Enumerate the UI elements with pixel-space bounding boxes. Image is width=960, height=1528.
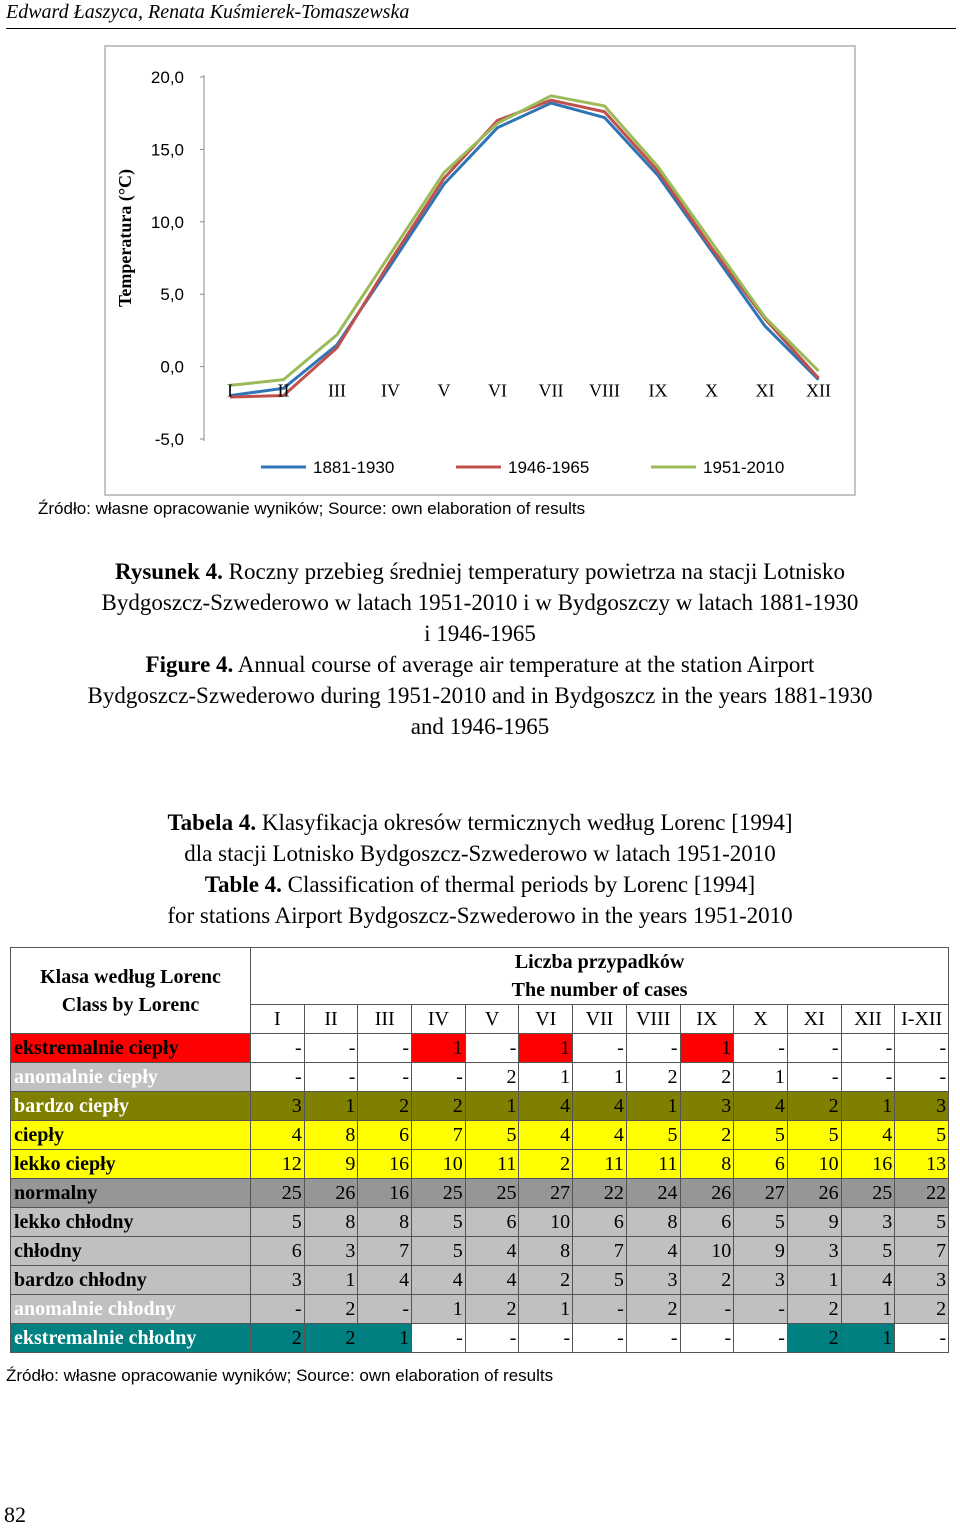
count-cell: 25: [841, 1179, 895, 1208]
count-cell: 2: [304, 1295, 358, 1324]
count-cell: 8: [304, 1208, 358, 1237]
month-header-cell: IX: [680, 1005, 734, 1034]
table-source: Źródło: własne opracowanie wyników; Source: own elaboration of results: [6, 1366, 554, 1385]
count-cell: 4: [251, 1121, 305, 1150]
count-cell: -: [304, 1034, 358, 1063]
count-cell: 4: [573, 1092, 627, 1121]
figure-caption: [0, 556, 960, 742]
count-cell: 1: [787, 1266, 841, 1295]
x-tick-label: IV: [381, 380, 400, 401]
count-cell: 25: [251, 1179, 305, 1208]
count-cell: 2: [787, 1295, 841, 1324]
count-cell: 2: [680, 1121, 734, 1150]
y-axis-label: Temperatura (°C): [115, 168, 135, 308]
count-cell: 4: [519, 1121, 573, 1150]
y-tick-label: 20,0: [150, 68, 184, 87]
count-cell: 3: [895, 1266, 949, 1295]
count-cell: 9: [304, 1150, 358, 1179]
count-cell: 2: [680, 1063, 734, 1092]
count-cell: 10: [680, 1237, 734, 1266]
chart-svg: [106, 47, 858, 498]
count-cell: 10: [412, 1150, 466, 1179]
x-tick-label: VII: [538, 380, 564, 401]
count-cell: 1: [519, 1063, 573, 1092]
count-cell: 2: [680, 1266, 734, 1295]
class-label: chłodny: [11, 1237, 251, 1266]
legend-entry: 1946-1965: [508, 458, 590, 477]
x-tick-label: II: [277, 380, 290, 401]
count-cell: 2: [412, 1092, 466, 1121]
count-cell: 5: [412, 1237, 466, 1266]
count-cell: -: [680, 1295, 734, 1324]
month-header-cell: VIII: [626, 1005, 680, 1034]
count-cell: -: [734, 1034, 788, 1063]
table-caption-pl-line2: dla stacji Lotnisko Bydgoszcz-Szwederowo w latach 1951-2010: [184, 841, 776, 866]
x-tick-label: VIII: [589, 380, 620, 401]
legend-entry: 1951-2010: [703, 458, 785, 477]
count-cell: 1: [519, 1295, 573, 1324]
count-cell: 6: [734, 1150, 788, 1179]
class-label: bardzo chłodny: [11, 1266, 251, 1295]
count-cell: 3: [895, 1092, 949, 1121]
month-header-cell: VII: [573, 1005, 627, 1034]
count-cell: 5: [895, 1208, 949, 1237]
table-row: [11, 1092, 949, 1121]
count-cell: 5: [412, 1208, 466, 1237]
table-caption-pl-line1: Klasyfikacja okresów termicznych według Lorenc [1994]: [256, 810, 793, 835]
count-header: [251, 948, 949, 1005]
table-row: [11, 1121, 949, 1150]
count-cell: 3: [304, 1237, 358, 1266]
month-header-cell: I-XII: [895, 1005, 949, 1034]
count-cell: -: [573, 1034, 627, 1063]
count-cell: -: [251, 1295, 305, 1324]
y-tick-label: 10,0: [150, 212, 184, 232]
count-cell: 1: [304, 1092, 358, 1121]
count-cell: 4: [734, 1092, 788, 1121]
count-cell: 1: [304, 1266, 358, 1295]
class-label: bardzo ciepły: [11, 1092, 251, 1121]
count-cell: 5: [626, 1121, 680, 1150]
month-header-cell: V: [465, 1005, 519, 1034]
page-number: 82: [4, 1502, 26, 1527]
table-row: [11, 1034, 949, 1063]
count-cell: 1: [841, 1324, 895, 1353]
figure-caption-en-line1: Annual course of average air temperature at the station Airport: [233, 652, 815, 677]
count-cell: 5: [465, 1121, 519, 1150]
series-line-1946-1965: [230, 100, 819, 397]
count-cell: 7: [573, 1237, 627, 1266]
count-cell: 3: [841, 1208, 895, 1237]
count-cell: 2: [626, 1295, 680, 1324]
count-cell: 8: [626, 1208, 680, 1237]
count-cell: 6: [573, 1208, 627, 1237]
count-cell: 4: [519, 1092, 573, 1121]
count-cell: 1: [573, 1063, 627, 1092]
class-header: [11, 948, 251, 1034]
figure-caption-pl-line3: i 1946-1965: [424, 621, 536, 646]
count-cell: 3: [787, 1237, 841, 1266]
count-cell: 26: [680, 1179, 734, 1208]
count-cell: 26: [787, 1179, 841, 1208]
count-cell: 2: [465, 1295, 519, 1324]
count-cell: 11: [465, 1150, 519, 1179]
count-cell: -: [626, 1034, 680, 1063]
count-cell: 1: [412, 1034, 466, 1063]
class-label: lekko chłodny: [11, 1208, 251, 1237]
count-cell: 6: [358, 1121, 412, 1150]
count-cell: -: [841, 1063, 895, 1092]
count-cell: 4: [841, 1121, 895, 1150]
count-cell: 3: [251, 1092, 305, 1121]
count-cell: -: [519, 1324, 573, 1353]
count-cell: 1: [412, 1295, 466, 1324]
figure-caption-pl-line1: Roczny przebieg średniej temperatury powietrza na stacji Lotnisko: [222, 559, 845, 584]
x-tick-label: I: [227, 380, 233, 401]
count-cell: 4: [465, 1266, 519, 1295]
count-cell: 4: [465, 1237, 519, 1266]
count-cell: 25: [465, 1179, 519, 1208]
count-cell: -: [841, 1034, 895, 1063]
count-cell: -: [358, 1034, 412, 1063]
count-cell: 11: [626, 1150, 680, 1179]
count-cell: 27: [519, 1179, 573, 1208]
class-label: lekko ciepły: [11, 1150, 251, 1179]
count-cell: 5: [895, 1121, 949, 1150]
series-line-1951-2010: [230, 96, 819, 386]
month-header-cell: X: [734, 1005, 788, 1034]
count-cell: 6: [465, 1208, 519, 1237]
class-label: ekstremalnie ciepły: [11, 1034, 251, 1063]
table-row: [11, 1150, 949, 1179]
y-tick-label: 0,0: [160, 357, 184, 377]
running-header: [6, 0, 956, 29]
x-tick-label: XII: [806, 380, 831, 401]
count-cell: 10: [519, 1208, 573, 1237]
count-cell: 5: [787, 1121, 841, 1150]
count-cell: 2: [787, 1092, 841, 1121]
count-cell: -: [358, 1063, 412, 1092]
x-tick-label: X: [705, 380, 718, 401]
count-cell: -: [412, 1063, 466, 1092]
figure-caption-en-line3: and 1946-1965: [410, 714, 550, 739]
figure-caption-pl-label: Rysunek 4.: [115, 559, 223, 584]
count-cell: 2: [787, 1324, 841, 1353]
x-tick-label: III: [328, 380, 346, 401]
count-cell: -: [895, 1324, 949, 1353]
count-cell: 5: [251, 1208, 305, 1237]
count-cell: 9: [734, 1237, 788, 1266]
count-cell: 2: [626, 1063, 680, 1092]
count-cell: -: [787, 1063, 841, 1092]
count-cell: 5: [734, 1208, 788, 1237]
count-cell: -: [734, 1324, 788, 1353]
count-cell: 4: [841, 1266, 895, 1295]
table-header-row: [11, 948, 949, 1005]
class-label: normalny: [11, 1179, 251, 1208]
x-tick-label: XI: [755, 380, 775, 401]
table-caption-en-line2: for stations Airport Bydgoszcz-Szwederowo in the years 1951-2010: [167, 903, 793, 928]
count-cell: -: [358, 1295, 412, 1324]
x-tick-label: IX: [648, 380, 668, 401]
class-label: anomalnie chłodny: [11, 1295, 251, 1324]
count-cell: 1: [626, 1092, 680, 1121]
table-row: [11, 1266, 949, 1295]
table-caption-pl-label: Tabela 4.: [167, 810, 257, 835]
count-cell: -: [895, 1063, 949, 1092]
figure-caption-en-line2: Bydgoszcz-Szwederowo during 1951-2010 and in Bydgoszcz in the years 1881-1930: [87, 683, 873, 708]
count-cell: 16: [841, 1150, 895, 1179]
count-cell: 26: [304, 1179, 358, 1208]
count-cell: 10: [787, 1150, 841, 1179]
temperature-chart: [104, 45, 856, 496]
count-cell: 5: [734, 1121, 788, 1150]
count-cell: -: [895, 1034, 949, 1063]
count-cell: -: [680, 1324, 734, 1353]
month-header-cell: II: [304, 1005, 358, 1034]
count-cell: 2: [895, 1295, 949, 1324]
count-cell: 8: [680, 1150, 734, 1179]
count-cell: 7: [895, 1237, 949, 1266]
count-cell: 11: [573, 1150, 627, 1179]
count-cell: 3: [251, 1266, 305, 1295]
month-header-cell: VI: [519, 1005, 573, 1034]
count-cell: 8: [519, 1237, 573, 1266]
y-tick-label: 15,0: [150, 140, 184, 160]
count-cell: -: [304, 1063, 358, 1092]
x-tick-label: V: [437, 380, 451, 401]
class-label: anomalnie ciepły: [11, 1063, 251, 1092]
count-cell: 5: [573, 1266, 627, 1295]
class-header-pl: Klasa według Lorenc: [40, 965, 221, 988]
y-tick-label: 5,0: [160, 285, 184, 305]
table-row: [11, 1208, 949, 1237]
count-cell: 8: [304, 1121, 358, 1150]
table-caption-en-label: Table 4.: [204, 872, 282, 897]
count-cell: 1: [841, 1092, 895, 1121]
count-cell: 16: [358, 1179, 412, 1208]
count-cell: 1: [358, 1324, 412, 1353]
count-header-pl: Liczba przypadków: [514, 951, 685, 973]
thermal-classification-table: [10, 947, 949, 1353]
count-cell: 2: [519, 1266, 573, 1295]
count-cell: 2: [304, 1324, 358, 1353]
count-cell: 13: [895, 1150, 949, 1179]
count-cell: -: [251, 1034, 305, 1063]
count-cell: 5: [841, 1237, 895, 1266]
count-cell: 8: [358, 1208, 412, 1237]
month-header-cell: I: [251, 1005, 305, 1034]
count-cell: -: [465, 1324, 519, 1353]
count-cell: 7: [412, 1121, 466, 1150]
count-cell: 12: [251, 1150, 305, 1179]
table-row: [11, 1237, 949, 1266]
count-cell: 1: [680, 1034, 734, 1063]
table-row: [11, 1295, 949, 1324]
count-cell: 6: [251, 1237, 305, 1266]
figure-caption-pl-line2: Bydgoszcz-Szwederowo w latach 1951-2010 i w Bydgoszczy w latach 1881-1930: [101, 590, 859, 615]
count-cell: 4: [626, 1237, 680, 1266]
month-header-cell: III: [358, 1005, 412, 1034]
month-header-cell: IV: [412, 1005, 466, 1034]
count-cell: 2: [251, 1324, 305, 1353]
count-cell: -: [465, 1034, 519, 1063]
count-cell: -: [251, 1063, 305, 1092]
count-cell: -: [626, 1324, 680, 1353]
count-cell: 9: [787, 1208, 841, 1237]
count-cell: 1: [734, 1063, 788, 1092]
table-caption-en-line1: Classification of thermal periods by Lorenc [1994]: [281, 872, 756, 897]
count-cell: 4: [412, 1266, 466, 1295]
count-cell: 1: [465, 1092, 519, 1121]
count-cell: 1: [519, 1034, 573, 1063]
table-row: [11, 1179, 949, 1208]
figure-source: Źródło: własne opracowanie wyników; Source: own elaboration of results: [38, 499, 586, 518]
count-cell: 3: [734, 1266, 788, 1295]
class-header-en: Class by Lorenc: [61, 993, 200, 1016]
count-cell: -: [734, 1295, 788, 1324]
month-header-cell: XI: [787, 1005, 841, 1034]
count-cell: 2: [358, 1092, 412, 1121]
count-cell: 2: [465, 1063, 519, 1092]
count-cell: 22: [573, 1179, 627, 1208]
class-label: ciepły: [11, 1121, 251, 1150]
month-header-cell: XII: [841, 1005, 895, 1034]
count-cell: 4: [358, 1266, 412, 1295]
count-cell: -: [412, 1324, 466, 1353]
table-row: [11, 1324, 949, 1353]
count-cell: -: [573, 1295, 627, 1324]
table-row: [11, 1063, 949, 1092]
x-tick-label: VI: [488, 380, 507, 401]
count-cell: -: [787, 1034, 841, 1063]
count-cell: 24: [626, 1179, 680, 1208]
count-cell: 3: [626, 1266, 680, 1295]
table-caption: [0, 807, 960, 931]
class-label: ekstremalnie chłodny: [11, 1324, 251, 1353]
count-cell: 25: [412, 1179, 466, 1208]
count-cell: 4: [573, 1121, 627, 1150]
count-cell: 2: [519, 1150, 573, 1179]
count-cell: 1: [841, 1295, 895, 1324]
count-cell: 22: [895, 1179, 949, 1208]
figure-caption-en-label: Figure 4.: [145, 652, 234, 677]
count-cell: 7: [358, 1237, 412, 1266]
count-cell: 6: [680, 1208, 734, 1237]
count-header-en: The number of cases: [511, 979, 688, 1001]
legend-entry: 1881-1930: [313, 458, 395, 477]
header-authors: Edward Łaszyca, Renata Kuśmierek-Tomaszewska: [6, 1, 410, 23]
count-cell: 27: [734, 1179, 788, 1208]
count-cell: -: [573, 1324, 627, 1353]
count-cell: 16: [358, 1150, 412, 1179]
count-cell: 3: [680, 1092, 734, 1121]
y-tick-label: -5,0: [154, 430, 184, 449]
